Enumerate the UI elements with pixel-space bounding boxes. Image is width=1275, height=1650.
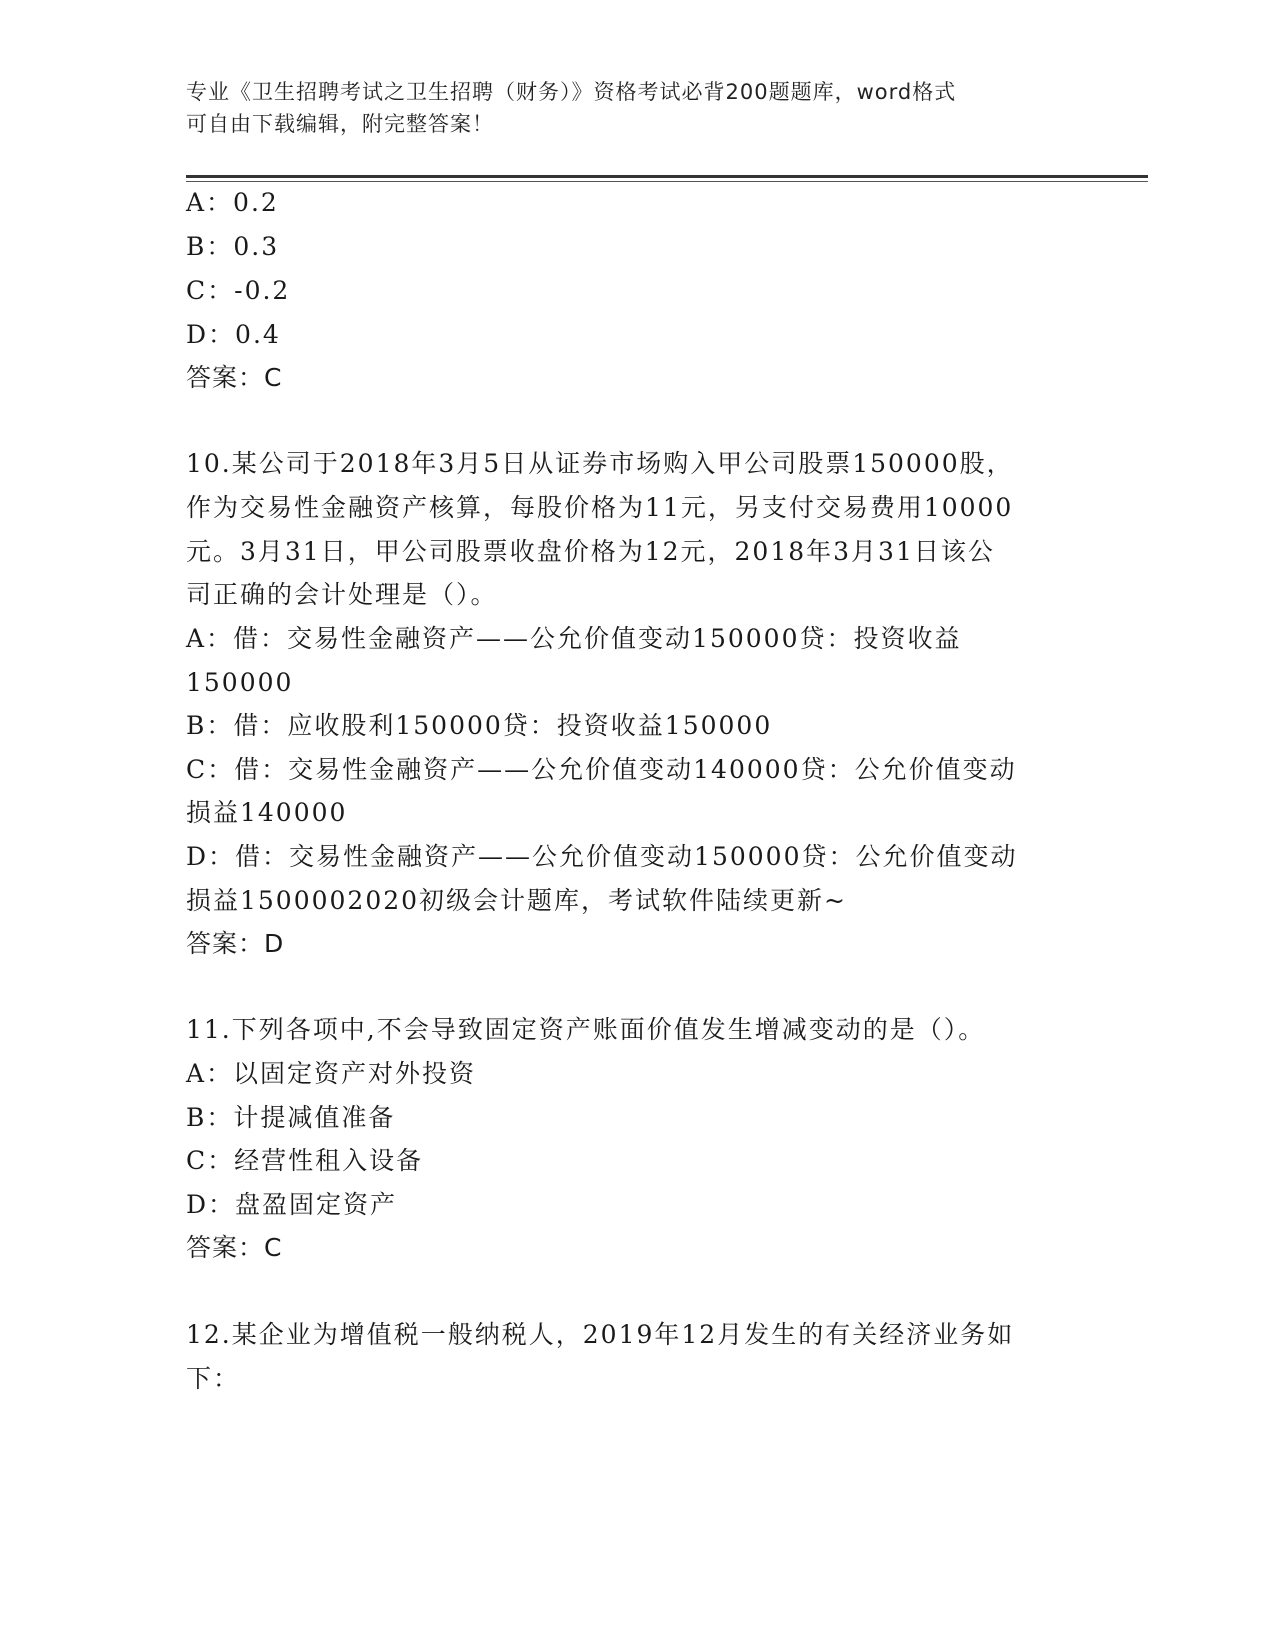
- q10-option-b: B：借：应收股利150000贷：投资收益150000: [186, 711, 773, 740]
- q10-stem-line-2: 作为交易性金融资产核算，每股价格为11元，另支付交易费用10000: [186, 493, 1014, 522]
- q9-option-c: C：-0.2: [186, 276, 291, 305]
- q11-stem: 11.下列各项中,不会导致固定资产账面价值发生增减变动的是（）。: [186, 1015, 986, 1044]
- q10-option-c: C：借：交易性金融资产——公允价值变动140000贷：公允价值变动: [186, 755, 1017, 784]
- q11-option-c: C：经营性租入设备: [186, 1146, 424, 1175]
- q9-option-d: D：0.4: [186, 320, 281, 349]
- header-line-1: 专业《卫生招聘考试之卫生招聘（财务）》资格考试必背200题题库，word格式: [186, 80, 957, 104]
- document-header: [186, 76, 1066, 140]
- q10-option-d-cont: 损益1500002020初级会计题库，考试软件陆续更新~: [186, 886, 848, 915]
- q11-answer: 答案：C: [186, 1233, 283, 1262]
- q10-stem-line-3: 元。3月31日，甲公司股票收盘价格为12元，2018年3月31日该公: [186, 537, 995, 566]
- q12-stem-line-2: 下：: [186, 1364, 241, 1393]
- q12-stem-line-1: 12.某企业为增值税一般纳税人，2019年12月发生的有关经济业务如: [186, 1320, 1015, 1349]
- q11-option-d: D：盘盈固定资产: [186, 1190, 398, 1219]
- q10-stem-line-1: 10.某公司于2018年3月5日从证券市场购入甲公司股票150000股，: [186, 449, 1014, 478]
- q10-option-c-cont: 损益140000: [186, 798, 348, 827]
- q10-option-a: A：借：交易性金融资产——公允价值变动150000贷：投资收益: [186, 624, 962, 653]
- q10-answer: 答案：D: [186, 929, 285, 958]
- q11-option-a: A：以固定资产对外投资: [186, 1059, 477, 1088]
- q11-option-b: B：计提减值准备: [186, 1103, 396, 1132]
- q10-option-d: D：借：交易性金融资产——公允价值变动150000贷：公允价值变动: [186, 842, 1018, 871]
- q10-stem-line-4: 司正确的会计处理是（）。: [186, 580, 498, 609]
- q9-answer: 答案：C: [186, 363, 283, 392]
- q9-option-b: B：0.3: [186, 232, 280, 261]
- header-divider-thin: [186, 181, 1148, 182]
- q9-option-a: A：0.2: [186, 188, 279, 217]
- header-line-2: 可自由下载编辑，附完整答案！: [186, 112, 494, 136]
- header-divider-thick: [186, 175, 1148, 178]
- q10-option-a-cont: 150000: [186, 668, 294, 697]
